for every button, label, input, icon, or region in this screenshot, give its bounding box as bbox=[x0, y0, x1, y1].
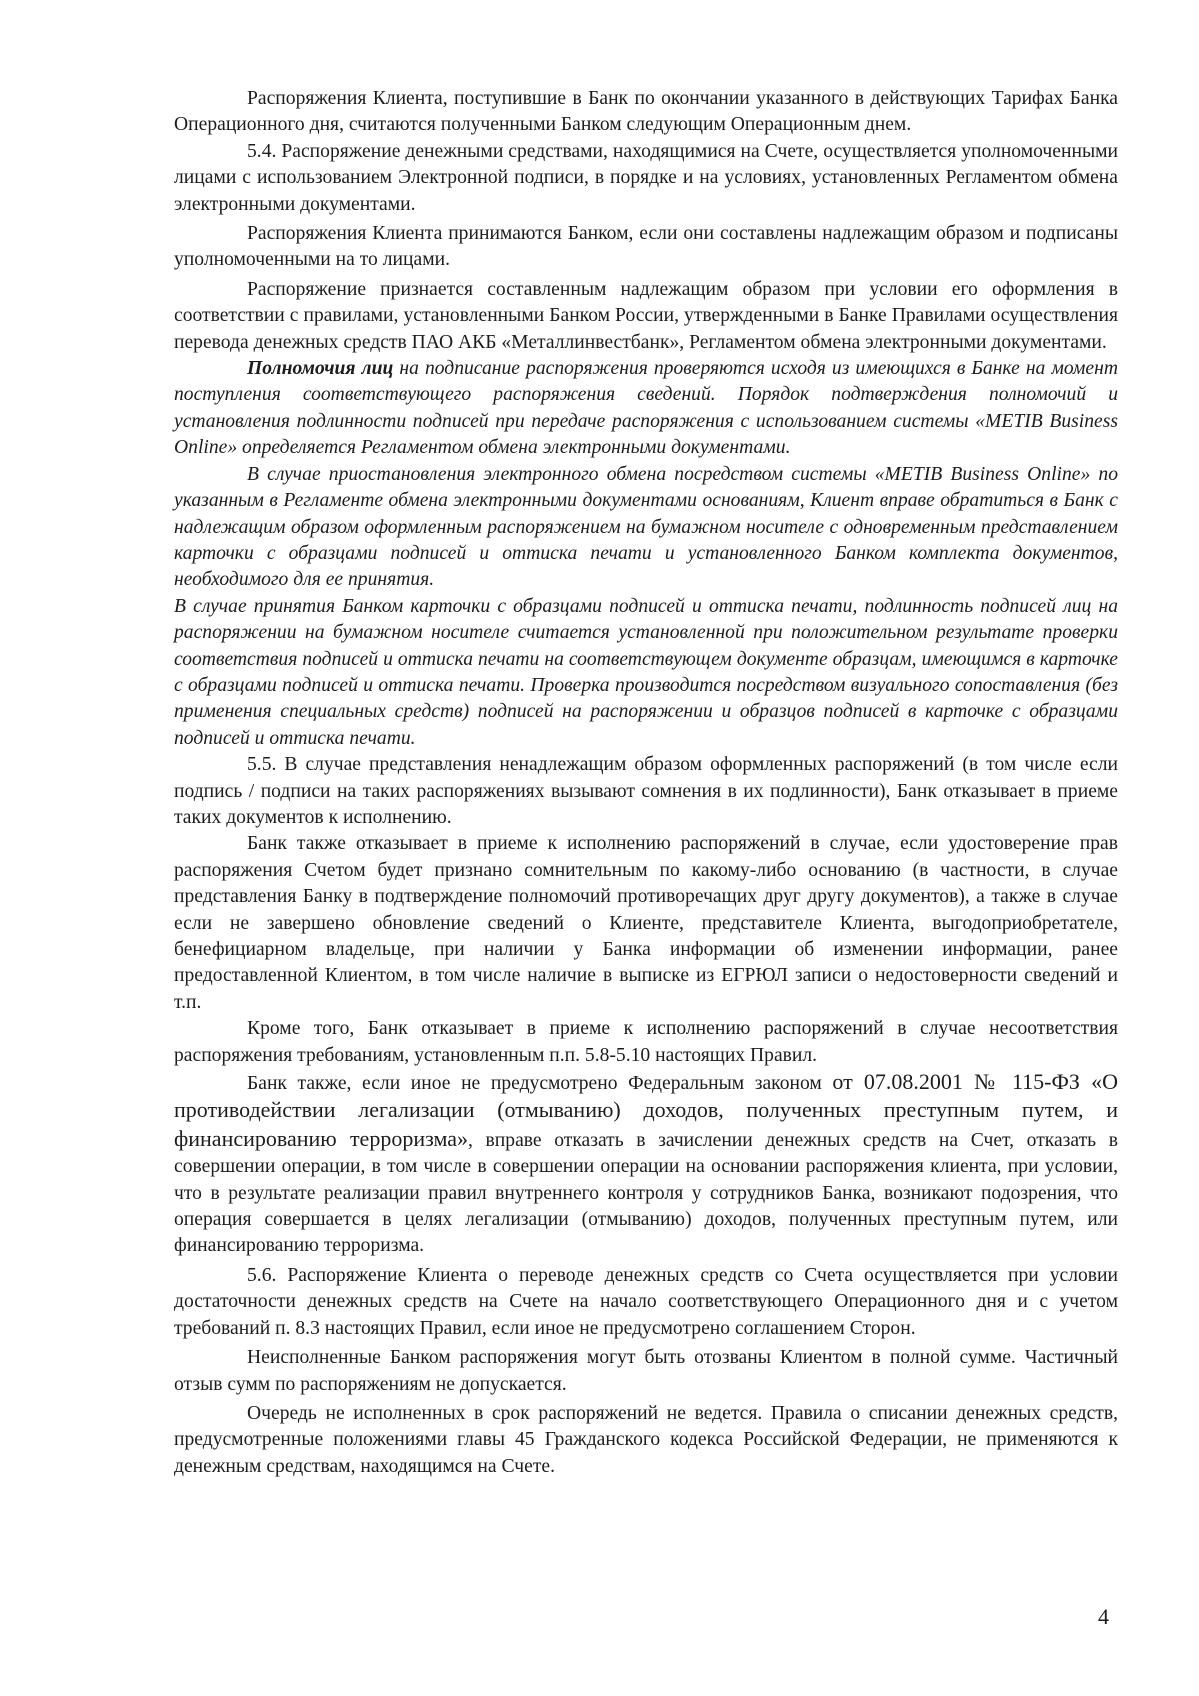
paragraph-5-4: 5.4. Распоряжение денежными средствами, находящимися на Счете, осуществляется уполномоченными лицами с использованием Электронной подписи, в порядке и на условиях, установленных Регламентом обмена электронными документами. bbox=[174, 140, 1118, 215]
authority-text: на подписание распоряжения проверяются исходя из имеющихся в Банке на момент поступления соответствующего распоряжения сведений. Порядок подтверждения полномочий и установления подлинности подписей при передаче распоряжения с использованием системы «METIB Business Online» определяется Регламентом обмена электронными документами. bbox=[174, 358, 1118, 459]
paragraph-recall: Неисполненные Банком распоряжения могут быть отозваны Клиентом в полной сумме. Частичный отзыв сумм по распоряжениям не допускается. bbox=[174, 1347, 1118, 1395]
paragraph-orders-accepted: Распоряжения Клиента принимаются Банком, если они составлены надлежащим образом и подписаны уполномоченными на то лицами. bbox=[174, 223, 1118, 271]
authority-lead: Полномочия лиц bbox=[247, 358, 394, 380]
paragraph-signature-card: В случае принятия Банком карточки с образцами подписей и оттиска печати, подлинность подписей лиц на распоряжении на бумажном носителе считается установленной при положительном результате проверки соответствия подписей и оттиска печати на соответствующем документе образцам, имеющимся в карточке с образцами подписей и оттиска печати. Проверка производится посредством визуального сопоставления (без применения специальных средств) подписей на распоряжении и образцов подписей в карточке с образцами подписей и оттиска печати. bbox=[174, 595, 1118, 749]
document-page bbox=[174, 86, 1118, 1480]
paragraph-operational-day: Распоряжения Клиента, поступившие в Банк по окончании указанного в действующих Тарифах Банка Операционного дня, считаются полученными Банком следующим Операционным днем. bbox=[174, 88, 1118, 136]
paragraph-5-5: 5.5. В случае представления ненадлежащим образом оформленных распоряжений (в том числе если подпись / подписи на таких распоряжениях вызывают сомнения в их подлинности), Банк отказывает в приеме таких документов к исполнению. bbox=[174, 754, 1118, 828]
aml-law-reference: от 07.08.2001 № 115-ФЗ «О противодействии легализации (отмыванию) доходов, полученных преступным путем, и финансированию терроризма» bbox=[174, 1069, 1118, 1151]
page-number: 4 bbox=[1098, 1604, 1109, 1629]
paragraph-5-6: 5.6. Распоряжение Клиента о переводе денежных средств со Счета осуществляется при условии достаточности денежных средств на Счете на начало соответствующего Операционного дня и с учетом требований п. 8.3 настоящих Правил, если иное не предусмотрено соглашением Сторон. bbox=[174, 1264, 1118, 1339]
paragraph-nonconformity: Кроме того, Банк отказывает в приеме к исполнению распоряжений в случае несоответствия распоряжения требованиям, установленным п.п. 5.8-5.10 настоящих Правил. bbox=[174, 1018, 1118, 1066]
paragraph-authority bbox=[174, 356, 1118, 462]
paragraph-suspension: В случае приостановления электронного обмена посредством системы «METIB Business Online» по указанным в Регламенте обмена электронными документами основаниям, Клиент вправе обратиться в Банк с надлежащим образом оформленным распоряжением на бумажном носителе с одновременным представлением карточки с образцами подписей и оттиска печати и установленного Банком комплекта документов, необходимого для ее принятия. bbox=[174, 463, 1118, 591]
aml-text-c: , вправе отказать в зачислении денежных средств на Счет, отказать в совершении операции, в том числе в совершении операции на основании распоряжения клиента, при условии, что в результате реализации правил внутреннего контроля у сотрудников Банка, возникают подозрения, что операция совершается в целях легализации (отмыванию) доходов, полученных преступным путем, или финансированию терроризма. bbox=[174, 1129, 1118, 1257]
paragraph-proper-form: Распоряжение признается составленным надлежащим образом при условии его оформления в соответствии с правилами, установленными Банком России, утвержденными в Банке Правилами осуществления перевода денежных средств ПАО АКБ «Металлинвестбанк», Регламентом обмена электронными документами. bbox=[174, 278, 1118, 353]
paragraph-aml bbox=[174, 1069, 1118, 1260]
paragraph-queue: Очередь не исполненных в срок распоряжений не ведется. Правила о списании денежных средств, предусмотренные положениями главы 45 Гражданского кодекса Российской Федерации, не применяются к денежным средствам, находящимся на Счете. bbox=[174, 1402, 1118, 1477]
aml-text-a: Банк также, если иное не предусмотрено Федеральным законом bbox=[247, 1073, 833, 1095]
paragraph-refusal: Банк также отказывает в приеме к исполнению распоряжений в случае, если удостоверение прав распоряжения Счетом будет признано сомнительным по какому-либо основанию (в частности, в случае представления Банку в подтверждение полномочий противоречащих друг другу документов), а также в случае если не завершено обновление сведений о Клиенте, представителе Клиента, выгодоприобретателе, бенефициарном владельце, при наличии у Банка информации об изменении информации, ранее предоставленной Клиентом, в том числе наличие в выписке из ЕГРЮЛ записи о недостоверности сведений и т.п. bbox=[174, 833, 1118, 1013]
